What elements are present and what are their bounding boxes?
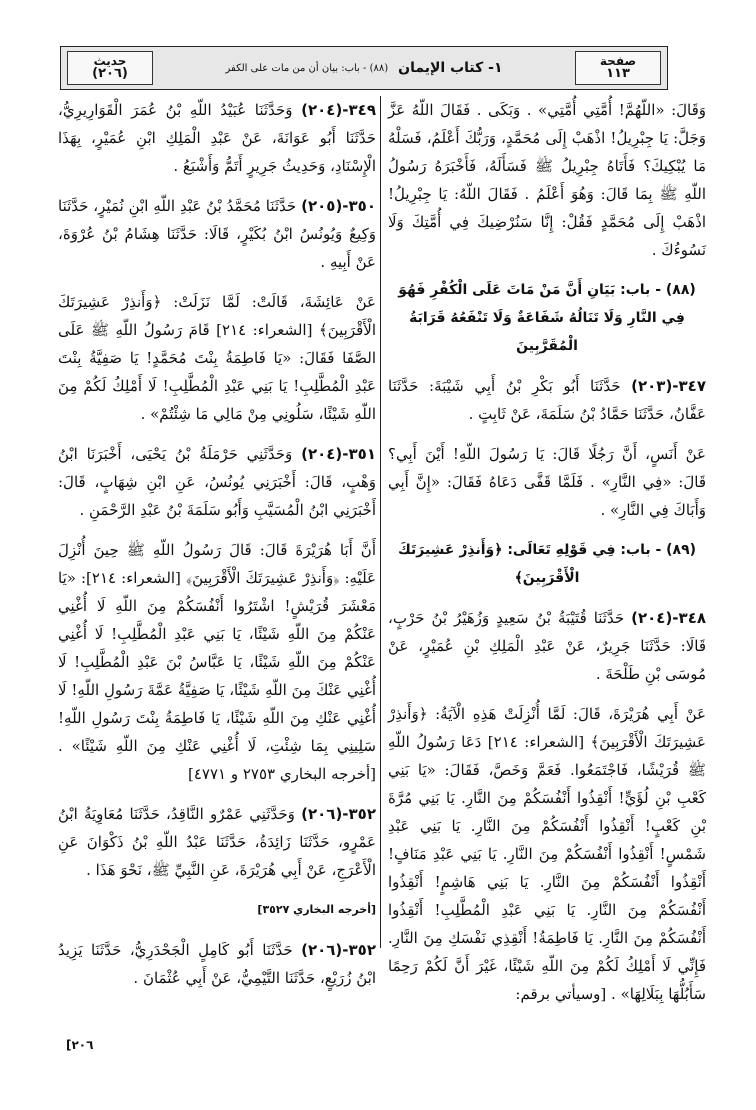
hadith-number: ٣٥١-(٢٠٤) [301,445,376,463]
page-number-bottom: [٢٠٦ [66,1038,94,1052]
hadith-text: وَحَدَّثَنِي عَمْرٌو النَّاقِدُ، حَدَّثَنَا مُعَاوِيَةُ ابْنُ عَمْرٍو، حَدَّثَنَا زَائِدَةُ، حَدَّثَنَا عَبْدُ اللّهِ بْنُ ذَكْوَانَ عَنِ الْأَعْرَجِ، عَنْ أَبِي هُرَيْرَةَ، عَنِ النَّبِيِّ ﷺ، نَحْوَ هَذَا . [58,805,376,879]
hadith-paragraph [388,96,706,264]
hadith-paragraph [58,536,376,788]
hadith-number-box [67,51,153,85]
header-title [161,47,567,89]
hadith-text: وَحَدَّثَنِي حَرْمَلَةُ بْنُ يَحْيَى، أَخْبَرَنَا ابْنُ وَهْبٍ، قَالَ: أَخْبَرَنِي يُونُسُ، عَنِ ابْنِ شِهَابٍ، قَالَ: أَخْبَرَنِي ابْنُ الْمُسَيَّبِ وَأَبُو سَلَمَةَ بْنُ عَبْدِ الرَّحْمَنِ . [58,445,376,519]
hadith-paragraph [58,800,376,884]
hadith-number: ٣٥٠-(٢٠٥) [301,197,376,215]
hadith-paragraph [58,936,376,992]
hadith-paragraph [58,288,376,428]
hadith-paragraph [388,440,706,524]
hadith-text: حَدَّثَنَا مُحَمَّدُ بْنُ عَبْدِ اللّهِ ابْنِ نُمَيْرٍ، حَدَّثَنَا وَكِيعٌ وَيُونُسُ ابْنُ بُكَيْرٍ، قَالَا: حَدَّثَنَا هِشَامُ بْنُ عُرْوَةَ، عَنْ أَبِيهِ . [58,197,376,271]
book-title: ١- كتاب الإيمان [398,60,503,76]
hadith-number: ٣٤٨-(٢٠٤) [631,609,707,627]
hadith-paragraph [58,440,376,524]
hadith-text: عَنْ أَبِي هُرَيْرَةَ، قَالَ: لَمَّا أُنْزِلَتْ هَذِهِ الْآيَةُ: ﴿وَأَنذِرْ عَشِيرَتَكَ الْأَقْرَبِينَ﴾ [الشعراء: ٢١٤] دَعَا رَسُولُ اللّهِ ﷺ قُرَيْشًا، فَاجْتَمَعُوا. فَعَمَّ وَخَصَّ، فَقَالَ: «يَا بَنِي كَعْبِ بْنِ لُؤَيٍّ! أَنْقِذُوا أَنْفُسَكُمْ مِنَ النَّارِ. يَا بَنِي مُرَّةَ بْنِ كَعْبٍ! أَنْقِذُوا أَنْفُسَكُمْ مِنَ النَّارِ. يَا بَنِي عَبْدِ شَمْسٍ! أَنْقِذُوا أَنْفُسَكُمْ مِنَ النَّارِ. يَا بَنِي عَبْدِ مَنَافٍ! أَنْقِذُوا أَنْفُسَكُمْ مِنَ النَّارِ. يَا بَنِي هَاشِمٍ! أَنْقِذُوا أَنْفُسَكُمْ مِنَ النَّارِ. يَا بَنِي عَبْدِ الْمُطَّلِبِ! أَنْقِذُوا أَنْفُسَكُمْ مِنَ النَّارِ. يَا فَاطِمَةُ! أَنْقِذِي نَفْسَكِ مِنَ النَّارِ. فَإِنِّي لَا أَمْلِكُ لَكُمْ مِنَ اللّهِ شَيْئًا، غَيْرَ أَنَّ لَكُمْ رَحِمًا سَأَبُلُّهَا بِبَلَالِهَا» . [وسيأتي برقم: [388,705,707,1003]
page-number-box [575,51,661,85]
hadith-paragraph [388,604,706,688]
page-number-top: ١١٣ [606,66,630,82]
hadith-number: ٣٤٩-(٢٠٤) [301,101,376,119]
hadith-text: وَحَدَّثَنَا عُبَيْدُ اللّهِ بْنُ عُمَرَ الْقَوَارِيرِيُّ، حَدَّثَنَا أَبُو عَوَانَةَ، عَنْ عَبْدِ الْمَلِكِ ابْنِ عُمَيْرٍ، بِهَذَا الْإِسْنَادِ، وَحَدِيثُ جَرِيرٍ أَتَمُّ وَأَشْبَعُ . [58,101,376,175]
hadith-paragraph [58,192,376,276]
chapter-heading: (٨٨) - باب: بَيَانِ أَنَّ مَنْ مَاتَ عَلَى الْكُفْرِ فَهُوَ فِي النَّارِ وَلَا تَنَالُهُ شَفَاعَةٌ وَلَا تَنْفَعُهُ قَرَابَةُ الْمُقَرَّبِينَ [398,282,696,354]
hadith-text: عَنْ أَنَسٍ، أَنَّ رَجُلًا قَالَ: يَا رَسُولَ اللّهِ! أَيْنَ أَبِي؟ قَالَ: «فِي النَّارِ» . فَلَمَّا قَفَّى دَعَاهُ فَقَالَ: «إِنَّ أَبِي وَأَبَاكَ فِي النَّارِ» . [388,445,706,519]
page-label: صفحة [599,53,637,68]
hadith-text: وَقَالَ: «اللّهُمَّ! أُمَّتِي أُمَّتِي» . وَبَكَى . فَقَالَ اللّهُ عَزَّ وَجَلَّ: يَا جِبْرِيلُ! اذْهَبْ إِلَى مُحَمَّدٍ، وَرَبُّكَ أَعْلَمُ، فَسَلْهُ مَا يُبْكِيكَ؟ فَأَتَاهُ جِبْرِيلُ ﷺ فَسَأَلَهُ، فَأَخْبَرَهُ رَسُولُ اللّهِ ﷺ بِمَا قَالَ: وَهُوَ أَعْلَمُ . فَقَالَ اللّهُ: يَا جِبْرِيلُ! اذْهَبْ إِلَى مُحَمَّدٍ فَقُلْ: إِنَّا سَنُرْضِيكَ فِي أُمَّتِكَ وَلَا نَسُوءُكَ . [388,101,706,259]
column-divider [380,96,381,948]
right-column [388,96,707,1003]
hadith-number: ٣٥٢-(٢٠٦) [301,805,376,823]
chapter-title: (٨٨) - باب: بيان أن من مات على الكفر [225,62,389,74]
hadith-label: حديث [93,53,127,68]
hadith-number: ٣٥٢-(٢٠٦) [301,941,376,959]
hadith-paragraph [388,372,706,428]
hadith-text: عَنْ عَائِشَةَ، قَالَتْ: لَمَّا نَزَلَتْ: ﴿وَأَنذِرْ عَشِيرَتَكَ الْأَقْرَبِينَ﴾ [الشعراء: ٢١٤] قَامَ رَسُولُ اللّهِ ﷺ عَلَى الصَّفَا فَقَالَ: «يَا فَاطِمَةُ بِنْتَ مُحَمَّدٍ! يَا صَفِيَّةُ بِنْتَ عَبْدِ الْمُطَّلِبِ! يَا بَنِي عَبْدِ الْمُطَّلِبِ! لَا أَمْلِكُ لَكُمْ مِنَ اللّهِ شَيْئًا، سَلُونِي مِنْ مَالِي مَا شِئْتُمْ» . [58,293,376,423]
chapter-heading: (٨٩) - باب: فِي قَوْلِهِ تَعَالَى: ﴿وَأَنذِرْ عَشِيرَتَكَ الْأَقْرَبِينَ﴾ [397,542,697,586]
hadith-paragraph [58,96,376,180]
hadith-text: حَدَّثَنَا أَبُو بَكْرِ بْنُ أَبِي شَيْبَةَ: حَدَّثَنَا عَفَّانُ، حَدَّثَنَا حَمَّادُ بْنُ سَلَمَةَ، عَنْ ثَابِتٍ . [388,377,706,423]
hadith-paragraph [388,700,706,1008]
takhrij-reference: [أخرجه البخاري ٣٥٢٧] [257,903,376,916]
left-column [58,96,376,987]
hadith-text: أَنَّ أَبَا هُرَيْرَةَ قَالَ: قَالَ رَسُولُ اللّهِ ﷺ حِينَ أُنْزِلَ عَلَيْهِ: ﴿وَأَنذِرْ عَشِيرَتَكَ الْأَقْرَبِينَ﴾ [الشعراء: ٢١٤]: «يَا مَعْشَرَ قُرَيْشٍ! اشْتَرُوا أَنْفُسَكُمْ مِنَ اللّهِ لَا أُغْنِي عَنْكُمْ مِنَ اللّهِ شَيْئًا، يَا بَنِي عَبْدِ الْمُطَّلِبِ! لَا أُغْنِي عَنْكُمْ مِنَ اللّهِ شَيْئًا، يَا عَبَّاسُ بْنَ عَبْدِ الْمُطَّلِبِ! لَا أُغْنِي عَنْكَ مِنَ اللّهِ شَيْئًا، يَا صَفِيَّةُ عَمَّةَ رَسُولِ اللّهِ! لَا أُغْنِي عَنْكِ مِنَ اللّهِ شَيْئًا، يَا فَاطِمَةُ بِنْتَ رَسُولِ اللّهِ! سَلِينِي بِمَا شِئْتِ، لَا أُغْنِي عَنْكِ مِنَ اللّهِ شَيْئًا» . [أخرجه البخاري ٢٧٥٣ و ٤٧٧١] [58,541,376,783]
hadith-text: حَدَّثَنَا أَبُو كَامِلٍ الْجَحْدَرِيُّ، حَدَّثَنَا يَزِيدُ ابْنُ زُرَيْعٍ، حَدَّثَنَا التَّيْمِيُّ، عَنْ أَبِي عُثْمَانَ . [58,941,376,987]
hadith-number: ٣٤٧-(٢٠٣) [631,377,706,395]
hadith-number-top: (٢٠٦) [92,66,128,82]
page-header [60,46,668,90]
hadith-text: حَدَّثَنَا قُتَيْبَةُ بْنُ سَعِيدٍ وَزُهَيْرُ بْنُ حَرْبٍ، قَالَا: حَدَّثَنَا جَرِيرٌ، عَنْ عَبْدِ الْمَلِكِ بْنِ عُمَيْرٍ، عَنْ مُوسَى بْنِ طَلْحَةَ . [388,609,706,683]
